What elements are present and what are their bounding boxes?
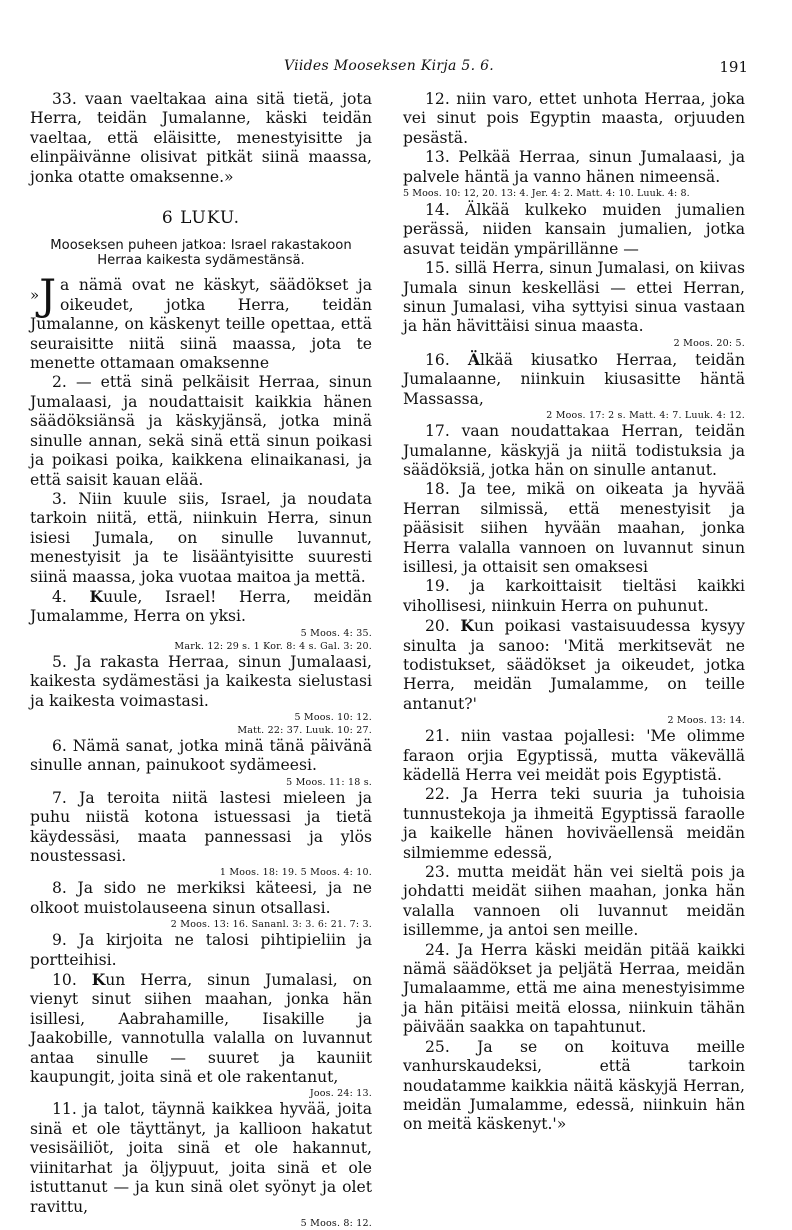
verse-23: 23. mutta meidät hän vei sieltä pois ja johdatti meidät siihen maahan, jonka hän valalla vannoen oli luvannut meidän isillemme, ja antoi sen meille. <box>403 863 745 940</box>
verse-14: 14. Älkää kulkeko muiden jumalien perässä, niiden kansain jumalien, jotka asuvat teidän ympärillänne — <box>403 201 745 258</box>
verse-20-number: 20. <box>425 617 450 636</box>
verse-17: 17. vaan noudattakaa Herran, teidän Jumalanne, käskyjä ja niitä todistuksia ja säädöksiä, jotka hän on sinulle antanut. <box>403 422 745 479</box>
verse-10-initial: K <box>91 970 106 990</box>
verse-15: 15. sillä Herra, sinun Jumalasi, on kiivas Jumala sinun keskelläsi — ettei Herran, sinun Jumalasi, viha syttyisi sinua vastaan ja hän hävittäisi sinua maasta. <box>403 259 745 336</box>
cross-reference: 5 Moos. 10: 12. <box>294 711 372 723</box>
verse-13: 13. Pelkää Herraa, sinun Jumalaasi, ja palvele häntä ja vanno hänen nimeensä. <box>403 148 745 186</box>
drop-cap-letter: J <box>39 270 57 320</box>
verse-3: 3. Niin kuule siis, Israel, ja noudata tarkoin niitä, että, niinkuin Herra, sinun isiesi Jumala, on sinulle luvannut, menestyisit ja te lisääntyisitte suuresti siinä maassa, joka vuotaa maitoa ja mettä. <box>30 489 372 586</box>
verse-2: 2. — että sinä pelkäisit Herraa, sinun Jumalaasi, ja noudattaisit kaikkia hänen säädöksiänsä ja käskyjänsä, jotka minä sinulle annan, sekä sinä että sinun poikasi ja poikasi poika, kaikkena elinaikanasi, ja että saisit kauan elää. <box>30 373 372 489</box>
verse-20-initial: K <box>460 616 474 636</box>
cross-reference: 5 Moos. 8: 12. <box>300 1217 372 1229</box>
verse-33: 33. vaan vaeltakaa aina sitä tietä, jota Herra, teidän Jumalanne, käski teidän vaeltaa, että eläisitte, menestyisitte ja elinpäivänne olisivat pitkät siinä maassa, jonka otatte omaksenne.» <box>30 90 372 186</box>
drop-cap <box>30 270 57 320</box>
cross-reference: Joos. 24: 13. <box>309 1088 372 1100</box>
verse-4-initial: K <box>89 586 104 606</box>
verse-1 <box>30 270 372 373</box>
verse-10 <box>30 970 372 1087</box>
right-column <box>403 90 745 1135</box>
verse-20-text: un poikasi vastaisuudessa kysyy sinulta ja sanoo: 'Mitä merkitsevät ne todistukset, säädökset ja oikeudet, jotka Herra, meidän Jumalamme, on teille antanut?' <box>403 617 745 713</box>
verse-11: 11. ja talot, täynnä kaikkea hyvää, joita sinä et ole täyttänyt, ja kallioon hakatut vesisäiliöt, joita sinä et ole hakannut, viinitarhat ja öljypuut, joita sinä et ole istuttanut — ja kun sinä olet syönyt ja olet ravittu, <box>30 1100 372 1216</box>
verse-22: 22. Ja Herra teki suuria ja tuhoisia tunnustekoja ja ihmeitä Egyptissä faraolle ja kaikelle hänen hoviväellensä meidän silmiemme edessä, <box>403 785 745 862</box>
cross-reference: 1 Moos. 18: 19. 5 Moos. 4: 10. <box>219 867 372 879</box>
page-number: 191 <box>719 58 748 76</box>
verse-6: 6. Nämä sanat, jotka minä tänä päivänä sinulle annan, painukoot sydämeesi. <box>30 736 372 775</box>
verse-21: 21. niin vastaa pojallesi: 'Me olimme faraon orjia Egyptissä, mutta väkevällä kädellä Herra vei meidät pois Egyptistä. <box>403 727 745 784</box>
running-title: Viides Mooseksen Kirja 5. 6. <box>283 58 495 74</box>
verse-25: 25. Ja se on koituva meille vanhurskaudeksi, että tarkoin noudatamme kaikkia näitä käskyjä Herran, meidän Jumalamme, edessä, niinkuin hän on meitä käskenyt.'» <box>403 1037 745 1134</box>
cross-reference: 2 Moos. 17: 2 s. Matt. 4: 7. Luuk. 4: 12. <box>546 410 745 422</box>
verse-12: 12. niin varo, ettet unhota Herraa, joka vei sinut pois Egyptin maasta, orjuuden pesästä. <box>403 90 745 147</box>
verse-4-number: 4. <box>52 587 67 606</box>
verse-10-number: 10. <box>52 971 77 990</box>
verse-19: 19. ja karkoittaisit tieltäsi kaikki vihollisesi, niinkuin Herra on puhunut. <box>403 577 745 615</box>
cross-reference: 5 Moos. 4: 35. <box>300 627 372 639</box>
verse-18: 18. Ja tee, mikä on oikeata ja hyvää Herran silmissä, että menestyisit ja pääsisit siihen hyvään maahan, jonka Herra valalla vannoen on luvannut sinun isillesi, ja ottaisit sen omaksesi <box>403 480 745 576</box>
verse-16 <box>403 350 745 409</box>
chapter-summary: Mooseksen puheen jatkoa: Israel rakastakoon Herraa kaikesta sydämestänsä. <box>50 238 352 269</box>
opening-quote: » <box>30 286 40 305</box>
verse-4-text: uule, Israel! Herra, meidän Jumalamme, Herra on yksi. <box>30 587 372 626</box>
verse-24: 24. Ja Herra käski meidän pitää kaikki nämä säädökset ja peljätä Herraa, meidän Jumalaamme, että me aina menestyisimme ja hän pitäisi meitä elossa, niinkuin tähän päivään saakka on tapahtunut. <box>403 940 745 1037</box>
cross-reference: 5 Moos. 10: 12, 20. 13: 4. Jer. 4: 2. Matt. 4: 10. Luuk. 4: 8. <box>403 188 690 200</box>
verse-20 <box>403 616 745 714</box>
cross-reference: Matt. 22: 37. Luuk. 10: 27. <box>237 724 372 736</box>
verse-16-number: 16. <box>425 350 450 369</box>
verse-9: 9. Ja kirjoita ne talosi pihtipieliin ja portteihisi. <box>30 931 372 969</box>
page-header <box>30 58 748 80</box>
cross-reference: 2 Moos. 20: 5. <box>673 337 745 349</box>
verse-16-initial: Ä <box>467 349 480 369</box>
verse-4 <box>30 587 372 627</box>
verse-16-text: lkää kiusatko Herraa, teidän Jumalaanne, niinkuin kiusasitte häntä Massassa, <box>403 350 745 408</box>
left-column <box>30 90 372 1230</box>
cross-reference: Mark. 12: 29 s. 1 Kor. 8: 4 s. Gal. 3: 20. <box>174 640 372 652</box>
verse-1-text: a nämä ovat ne käskyt, säädökset ja oikeudet, jotka Herra, teidän Jumalanne, on käskenyt teille opettaa, että seuraisitte niitä siinä maassa, jota te menette ottamaan omaksenne <box>30 276 372 373</box>
verse-5: 5. Ja rakasta Herraa, sinun Jumalaasi, kaikesta sydämestäsi ja kaikesta sielustasi ja kaikesta voimastasi. <box>30 652 372 710</box>
cross-reference: 5 Moos. 11: 18 s. <box>286 776 372 788</box>
cross-reference: 2 Moos. 13: 16. Sananl. 3: 3. 6: 21. 7: 3. <box>170 919 372 931</box>
verse-7: 7. Ja teroita niitä lastesi mieleen ja puhu niistä kotona istuessasi ja tietä käydessäsi, maata pannessasi ja ylös noustessasi. <box>30 788 372 865</box>
verse-8: 8. Ja sido ne merkiksi käteesi, ja ne olkoot muistolauseena sinun otsallasi. <box>30 879 372 917</box>
verse-10-text: un Herra, sinun Jumalasi, on vienyt sinut siihen maahan, jonka hän isillesi, Aabrahamille, Iisakille ja Jaakobille, vannotulla valalla on luvannut antaa sinulle — suuret ja kauniit kaupungit, joita sinä et ole rakentanut, <box>30 971 373 1087</box>
chapter-title: 6 LUKU. <box>161 208 241 229</box>
cross-reference: 2 Moos. 13: 14. <box>667 715 745 727</box>
